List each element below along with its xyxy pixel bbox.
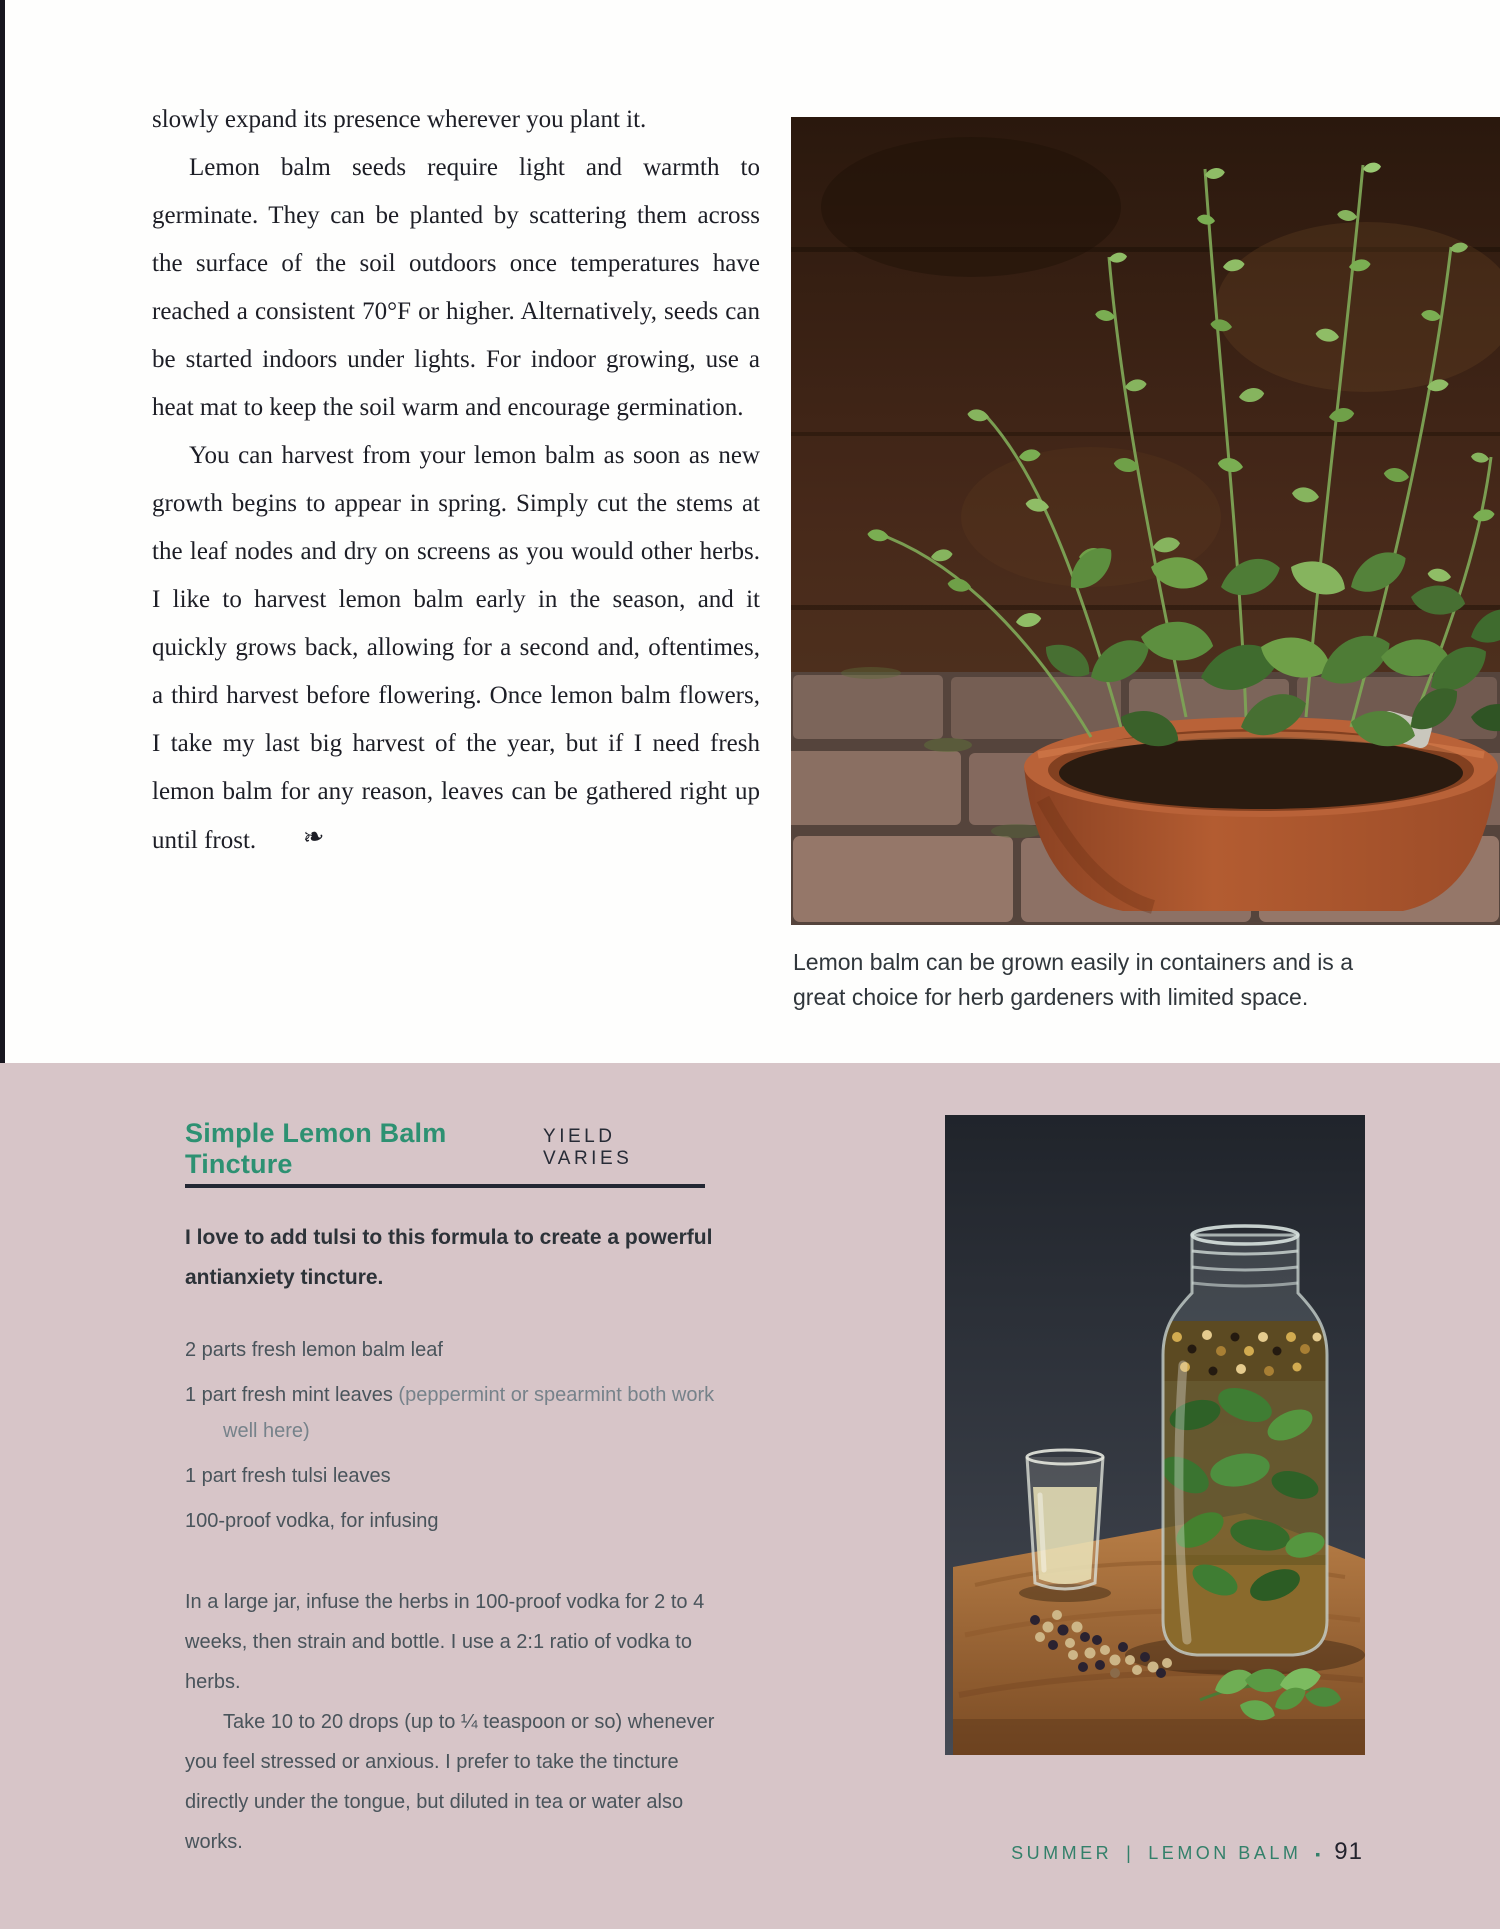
footer-divider: | (1126, 1843, 1135, 1863)
paragraph: Lemon balm seeds require light and warmth to germinate. They can be planted by scattering them across the surface of the soil outdoors once temperatures have reached a consistent 70°F or higher. Alternatively, seeds can be started indoors under lights. For indoor growing, use a heat mat to keep the soil warm and encourage germination. (152, 154, 760, 421)
page-number: 91 (1334, 1838, 1363, 1865)
recipe-steps (185, 1582, 737, 1862)
ingredient-item (185, 1458, 730, 1494)
ingredient-text: 1 part fresh tulsi leaves (185, 1465, 391, 1487)
garden-photo-illustration (791, 117, 1500, 925)
recipe-intro: I love to add tulsi to this formula to create a powerful antianxiety tincture. (185, 1226, 713, 1289)
page-footer (1011, 1838, 1363, 1866)
ingredient-text: 2 parts fresh lemon balm leaf (185, 1339, 443, 1361)
ingredient-text: 1 part fresh mint leaves (185, 1384, 393, 1406)
ingredient-list (185, 1332, 730, 1548)
ingredient-item (185, 1377, 730, 1449)
footer-chapter: LEMON BALM (1148, 1843, 1302, 1863)
tincture-photo-illustration (945, 1115, 1365, 1755)
recipe-step: In a large jar, infuse the herbs in 100-proof vodka for 2 to 4 weeks, then strain and bottle. I use a 2:1 ratio of vodka to herbs. (185, 1591, 705, 1693)
leaf-ornament-icon: ❧ (301, 821, 327, 854)
tincture-photo (945, 1115, 1365, 1755)
photo-caption: Lemon balm can be grown easily in containers and is a great choice for herb gardeners with limited space. (793, 949, 1353, 1010)
paragraph-text: You can harvest from your lemon balm as soon as new growth begins to appear in spring. Simply cut the stems at the leaf nodes and dry on screens as you would other herbs. I like to harvest lemon balm early in the season, and it quickly grows back, allowing for a second and, oftentimes, a third harvest before flowering. Once lemon balm flowers, I take my last big harvest of the year, but if I need fresh lemon balm for any reason, leaves can be gathered right up until frost. (152, 442, 760, 854)
paragraph (152, 432, 760, 865)
ingredient-item (185, 1503, 730, 1539)
footer-section: SUMMER (1011, 1843, 1113, 1863)
ingredient-note: (peppermint or spearmint both work well here) (223, 1384, 715, 1442)
recipe-step: Take 10 to 20 drops (up to ¼ teaspoon or so) whenever you feel stressed or anxious. I prefer to take the tincture directly under the tongue, but diluted in tea or water also works. (185, 1711, 715, 1853)
article-text (152, 96, 760, 865)
recipe-title: Simple Lemon Balm Tincture (185, 1118, 447, 1179)
footer-bullet-icon: ▪ (1315, 1846, 1321, 1862)
recipe-header (185, 1118, 705, 1180)
recipe-divider-rule (185, 1184, 705, 1188)
garden-photo (791, 117, 1500, 925)
paragraph: slowly expand its presence wherever you plant it. (152, 106, 647, 133)
ingredient-item (185, 1332, 730, 1368)
ingredient-text: 100-proof vodka, for infusing (185, 1510, 439, 1532)
recipe-yield-label: YIELD VARIES (543, 1126, 633, 1169)
